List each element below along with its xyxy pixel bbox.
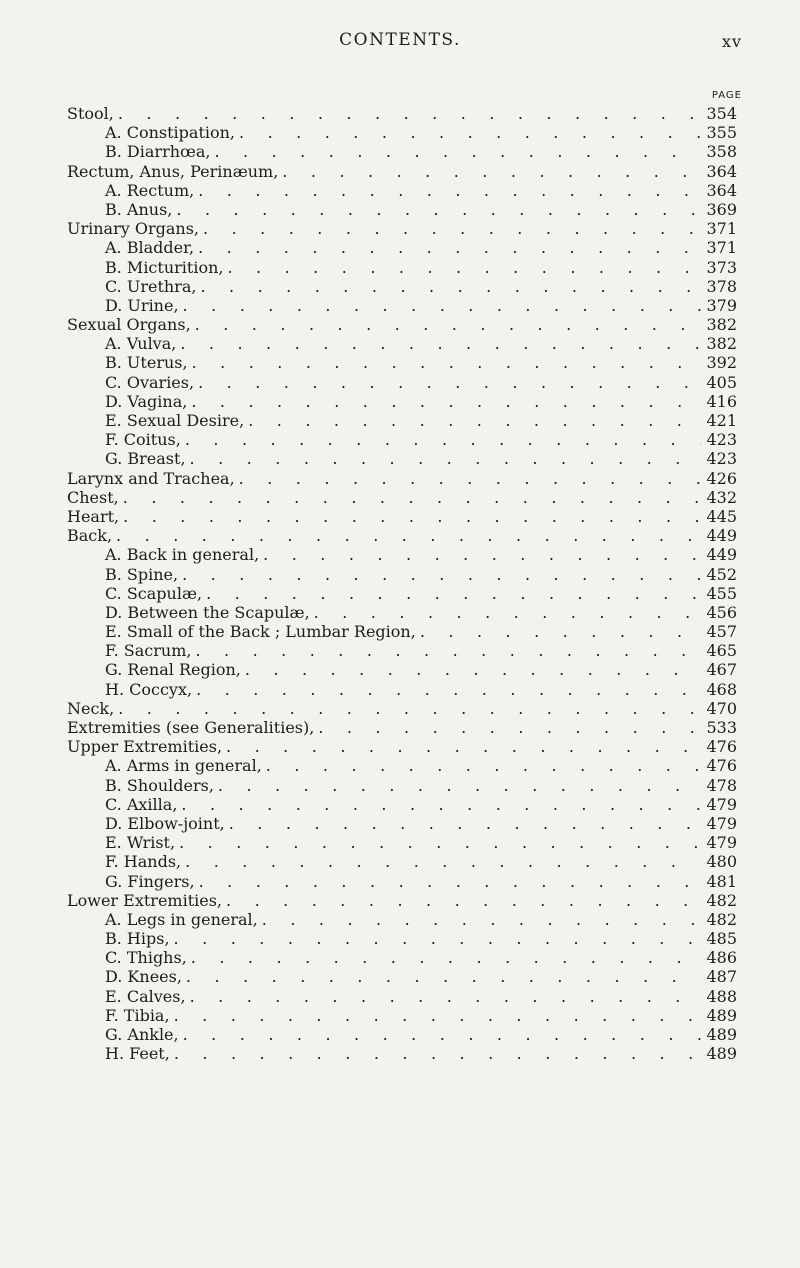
toc-entry-page: 371 <box>706 219 737 239</box>
dot-leader <box>180 334 701 353</box>
toc-entry-label: E. Calves, <box>105 986 186 1006</box>
toc-entry-label: D. Urine, <box>105 295 179 315</box>
toc-subentry <box>67 238 737 257</box>
toc-entry-page: 423 <box>706 430 737 450</box>
toc-entry <box>67 104 737 123</box>
toc-subentry <box>67 258 737 277</box>
toc-subentry <box>67 277 737 296</box>
dot-leader <box>174 1006 701 1025</box>
toc-entry <box>67 718 737 737</box>
toc-entry-label: A. Rectum, <box>105 180 195 200</box>
toc-subentry <box>67 1006 737 1025</box>
toc-subentry <box>67 565 737 584</box>
dot-leader <box>191 392 701 411</box>
dot-leader <box>186 967 701 986</box>
toc-entry-page: 467 <box>706 660 737 680</box>
toc-entry-page: 449 <box>706 545 737 565</box>
toc-subentry <box>67 852 737 871</box>
toc-entry-page: 354 <box>706 104 737 123</box>
toc-entry-label: A. Legs in general, <box>105 909 258 929</box>
toc-entry-page: 423 <box>706 449 737 469</box>
toc-entry-label: A. Back in general, <box>105 545 260 565</box>
dot-leader <box>179 833 701 852</box>
toc-entry-page: 416 <box>706 391 737 411</box>
toc-entry <box>67 315 737 334</box>
toc-entry-page: 485 <box>706 929 737 949</box>
toc-entry-label: B. Hips, <box>105 929 170 949</box>
toc-subentry <box>67 353 737 372</box>
toc-entry-label: Back, <box>67 526 113 546</box>
toc-entry-label: C. Scapulæ, <box>105 583 203 603</box>
dot-leader <box>206 584 701 603</box>
toc-entry-label: D. Vagina, <box>105 391 188 411</box>
toc-entry-page: 449 <box>706 526 737 546</box>
toc-entry-page: 364 <box>706 161 737 181</box>
toc-entry-page: 382 <box>706 315 737 335</box>
toc-entry-page: 379 <box>706 295 737 315</box>
dot-leader <box>263 545 701 564</box>
toc-entry-label: G. Renal Region, <box>105 660 241 680</box>
toc-entry-page: 378 <box>706 276 737 296</box>
toc-entry-page: 479 <box>706 794 737 814</box>
dot-leader <box>214 142 701 161</box>
toc-entry-label: A. Constipation, <box>105 123 236 143</box>
page-title: CONTENTS. <box>339 30 461 50</box>
dot-leader <box>192 353 701 372</box>
toc-entry-label: E. Wrist, <box>105 833 176 853</box>
toc-entry-label: F. Coitus, <box>105 430 181 450</box>
toc-entry-page: 426 <box>706 468 737 488</box>
dot-leader <box>282 162 701 181</box>
toc-entry-page: 470 <box>706 698 737 718</box>
toc-entry-label: H. Feet, <box>105 1044 170 1064</box>
toc-entry-page: 405 <box>706 372 737 392</box>
toc-entry-page: 482 <box>706 890 737 910</box>
dot-leader <box>195 641 701 660</box>
dot-leader <box>199 872 701 891</box>
toc-subentry <box>67 987 737 1006</box>
toc-entry-page: 421 <box>706 411 737 430</box>
dot-leader <box>190 987 701 1006</box>
dot-leader <box>248 411 701 430</box>
dot-leader <box>174 929 701 948</box>
toc-subentry <box>67 776 737 795</box>
toc-subentry <box>67 373 737 392</box>
toc-subentry <box>67 1025 737 1044</box>
dot-leader <box>183 1025 701 1044</box>
toc-entry-page: 465 <box>706 641 737 661</box>
toc-entry-label: B. Uterus, <box>105 353 188 373</box>
toc-entry-page: 364 <box>706 180 737 200</box>
dot-leader <box>181 795 701 814</box>
toc-entry-label: A. Vulva, <box>105 334 177 354</box>
toc-entry-page: 373 <box>706 257 737 277</box>
toc-subentry <box>67 200 737 219</box>
toc-entry-page: 479 <box>706 813 737 833</box>
toc-entry-label: F. Sacrum, <box>105 641 192 661</box>
dot-leader <box>198 181 701 200</box>
toc-entry-label: Upper Extremities, <box>67 737 223 757</box>
toc-entry-label: Lower Extremities, <box>67 890 223 910</box>
toc-entry-label: Heart, <box>67 506 120 526</box>
toc-subentry <box>67 622 737 641</box>
toc-entry <box>67 737 737 756</box>
toc-entry-page: 478 <box>706 775 737 795</box>
toc-subentry <box>67 1044 737 1063</box>
page-header <box>0 30 800 54</box>
dot-leader <box>314 603 701 622</box>
toc-entry-label: B. Micturition, <box>105 257 224 277</box>
toc-entry-label: A. Arms in general, <box>105 756 262 776</box>
toc-entry-label: C. Axilla, <box>105 794 178 814</box>
toc-entry-label: B. Diarrhœa, <box>105 142 211 162</box>
toc-entry-page: 355 <box>706 123 737 143</box>
toc-entry <box>67 219 737 238</box>
toc-entry-label: Neck, <box>67 698 115 718</box>
dot-leader <box>182 565 701 584</box>
toc-entry-label: Stool, <box>67 104 114 123</box>
dot-leader <box>183 296 701 315</box>
toc-entry-page: 486 <box>706 948 737 968</box>
dot-leader <box>239 469 701 488</box>
toc-subentry <box>67 872 737 891</box>
toc-subentry <box>67 756 737 775</box>
dot-leader <box>203 219 701 238</box>
dot-leader <box>116 526 701 545</box>
toc-entry-label: F. Hands, <box>105 852 182 872</box>
toc-entry <box>67 469 737 488</box>
toc-entry-page: 489 <box>706 1044 737 1064</box>
toc-entry-label: Extremities (see Generalities), <box>67 718 315 737</box>
dot-leader <box>262 910 701 929</box>
toc-entry <box>67 526 737 545</box>
toc-entry-label: G. Fingers, <box>105 871 195 891</box>
dot-leader <box>196 680 701 699</box>
toc-entry-page: 468 <box>706 679 737 699</box>
toc-entry-page: 455 <box>706 583 737 603</box>
toc-entry <box>67 699 737 718</box>
dot-leader <box>318 718 701 737</box>
toc-subentry <box>67 603 737 622</box>
toc-subentry <box>67 545 737 564</box>
toc-entry <box>67 507 737 526</box>
toc-entry-label: E. Sexual Desire, <box>105 411 245 430</box>
toc-entry-page: 489 <box>706 1025 737 1044</box>
dot-leader <box>266 756 701 775</box>
dot-leader <box>123 507 701 526</box>
toc-subentry <box>67 296 737 315</box>
dot-leader <box>200 277 701 296</box>
dot-leader <box>185 852 701 871</box>
toc-entry-page: 488 <box>706 986 737 1006</box>
dot-leader <box>190 449 701 468</box>
toc-entry-label: E. Small of the Back ; Lumbar Region, <box>105 622 416 642</box>
page-column-label: PAGE <box>711 90 742 101</box>
toc-entry <box>67 488 737 507</box>
toc-subentry <box>67 181 737 200</box>
dot-leader <box>245 660 701 679</box>
toc-subentry <box>67 584 737 603</box>
toc-entry-page: 371 <box>706 238 737 258</box>
toc-entry-label: C. Ovaries, <box>105 372 195 392</box>
toc-entry-label: Chest, <box>67 487 119 507</box>
toc-entry-label: B. Spine, <box>105 564 179 584</box>
dot-leader <box>185 430 701 449</box>
toc-entry-label: Rectum, Anus, Perinæum, <box>67 161 279 181</box>
toc-entry-page: 432 <box>706 487 737 507</box>
toc-subentry <box>67 929 737 948</box>
toc-entry-page: 456 <box>706 602 737 622</box>
toc-entry-label: B. Shoulders, <box>105 775 214 795</box>
toc-entry-label: G. Breast, <box>105 449 186 469</box>
dot-leader <box>174 1044 701 1063</box>
dot-leader <box>239 123 701 142</box>
toc-entry-page: 487 <box>706 967 737 987</box>
toc-entry <box>67 891 737 910</box>
toc-subentry <box>67 430 737 449</box>
dot-leader <box>198 373 701 392</box>
dot-leader <box>229 814 701 833</box>
toc-subentry <box>67 910 737 929</box>
dot-leader <box>176 200 701 219</box>
toc-subentry <box>67 795 737 814</box>
toc-subentry <box>67 123 737 142</box>
toc-entry-page: 481 <box>706 871 737 891</box>
toc-entry-page: 476 <box>706 737 737 757</box>
dot-leader <box>198 238 701 257</box>
toc-entry-label: G. Ankle, <box>105 1025 179 1044</box>
page-number: xv <box>721 32 742 51</box>
toc-subentry <box>67 948 737 967</box>
toc-entry-page: 358 <box>706 142 737 162</box>
toc-entry-page: 479 <box>706 833 737 853</box>
toc-entry-label: D. Elbow-joint, <box>105 813 225 833</box>
toc-entry-page: 457 <box>706 622 737 642</box>
toc-entry-label: C. Thighs, <box>105 948 187 968</box>
dot-leader <box>118 104 701 123</box>
dot-leader <box>226 737 701 756</box>
toc-subentry <box>67 833 737 852</box>
toc-entry-page: 533 <box>706 718 737 737</box>
toc-subentry <box>67 392 737 411</box>
toc-entry-page: 476 <box>706 756 737 776</box>
toc-entry-page: 452 <box>706 564 737 584</box>
toc-entry <box>67 162 737 181</box>
toc-entry-label: Larynx and Trachea, <box>67 468 235 488</box>
toc-entry-label: Sexual Organs, <box>67 315 191 335</box>
toc-subentry <box>67 449 737 468</box>
toc-subentry <box>67 660 737 679</box>
toc-entry-label: H. Coccyx, <box>105 679 193 699</box>
toc-subentry <box>67 334 737 353</box>
toc-entry-label: Urinary Organs, <box>67 219 200 239</box>
toc-entry-page: 392 <box>706 353 737 373</box>
toc-entry-page: 489 <box>706 1005 737 1025</box>
table-of-contents <box>67 104 737 1063</box>
dot-leader <box>226 891 701 910</box>
toc-entry-page: 482 <box>706 909 737 929</box>
dot-leader <box>195 315 701 334</box>
toc-entry-label: B. Anus, <box>105 199 173 219</box>
toc-subentry <box>67 680 737 699</box>
toc-entry-label: D. Knees, <box>105 967 182 987</box>
toc-subentry <box>67 967 737 986</box>
toc-entry-label: C. Urethra, <box>105 276 197 296</box>
toc-entry-page: 382 <box>706 334 737 354</box>
toc-entry-label: F. Tibia, <box>105 1005 170 1025</box>
dot-leader <box>191 948 701 967</box>
dot-leader <box>118 699 701 718</box>
toc-subentry <box>67 814 737 833</box>
dot-leader <box>420 622 701 641</box>
dot-leader <box>123 488 701 507</box>
toc-subentry <box>67 411 737 430</box>
toc-entry-page: 480 <box>706 852 737 872</box>
toc-entry-page: 369 <box>706 199 737 219</box>
toc-entry-label: D. Between the Scapulæ, <box>105 602 310 622</box>
toc-entry-label: A. Bladder, <box>105 238 195 258</box>
dot-leader <box>227 258 701 277</box>
toc-subentry <box>67 641 737 660</box>
dot-leader <box>218 776 701 795</box>
toc-subentry <box>67 142 737 161</box>
toc-entry-page: 445 <box>706 506 737 526</box>
